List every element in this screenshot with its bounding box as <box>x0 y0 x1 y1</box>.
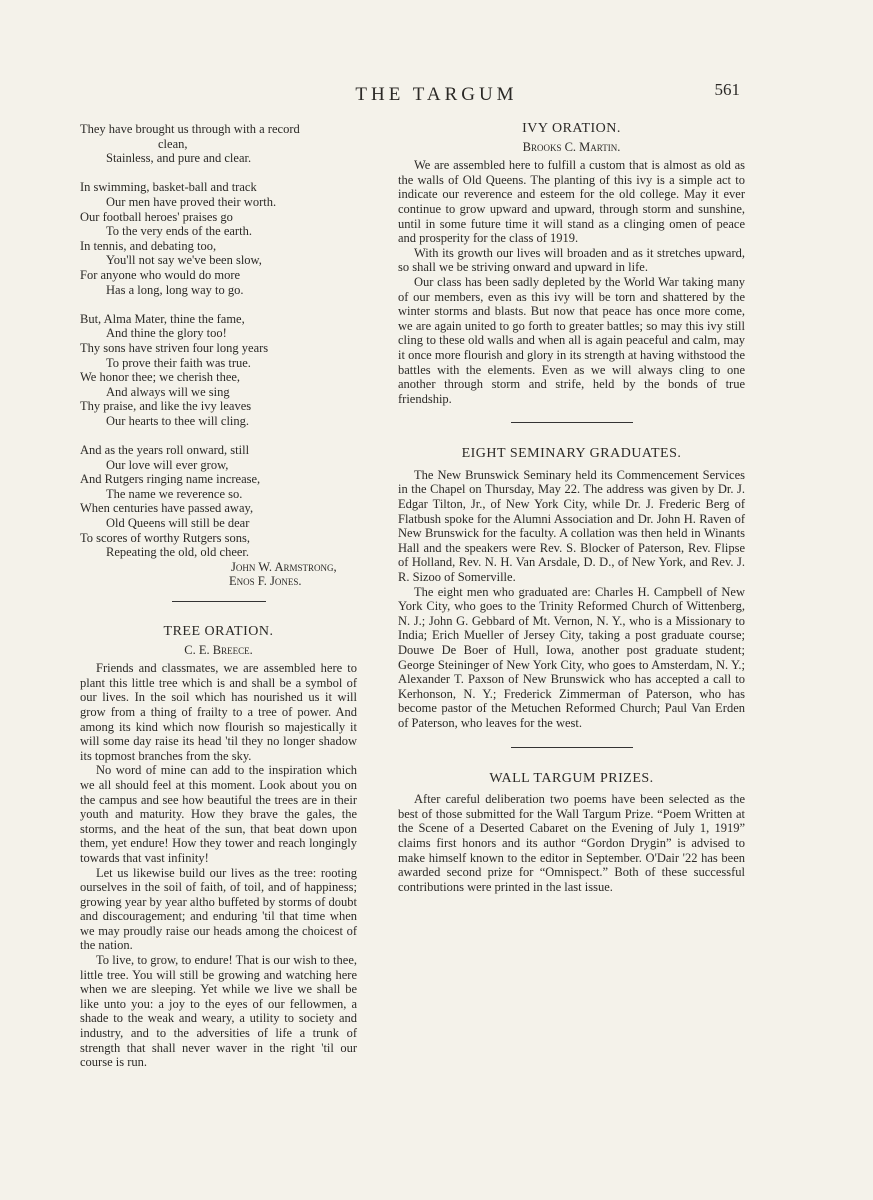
left-column <box>80 122 357 1070</box>
paragraph: Our class has been sadly depleted by the World War taking many of our members, even as this ivy will be torn and shattered by the winter storms and blasts. But now that peace has once more come, we are again united to go forth to greater battles; so may this ivy still cling to these old walls and when all is again peaceful and calm, may it once more flourish and glory in its strength at having withstood the battles with the elements. Even as we will always cling to one another through storm and strife, held by the bonds of true friendship. <box>398 274 745 406</box>
poem-line: Thy sons have striven four long years <box>80 340 269 355</box>
poem-line: Has a long, long way to go. <box>106 282 244 297</box>
poem-line: Our football heroes' praises go <box>80 209 233 224</box>
poem-line: For anyone who would do more <box>80 267 241 282</box>
poem-line: Repeating the old, old cheer. <box>106 545 250 560</box>
article-ivy-oration <box>398 122 745 406</box>
article-heading: EIGHT SEMINARY GRADUATES. <box>461 446 682 462</box>
poem-line: When centuries have passed away, <box>80 501 254 516</box>
poem-line: Thy praise, and like the ivy leaves <box>80 399 252 414</box>
poem-line: In swimming, basket-ball and track <box>80 180 257 195</box>
page-number: 561 <box>714 80 740 99</box>
poem-line: The name we reverence so. <box>106 486 243 501</box>
poem-line: Old Queens will still be dear <box>106 516 250 531</box>
article-wall-targum-prizes <box>398 772 745 895</box>
poem-stanza <box>80 443 357 560</box>
paragraph: The eight men who graduated are: Charles H. Campbell of New York City, who goes to the Trinity Reformed Church of Wittenberg, N. J.; John G. Gebbard of Mt. Vernon, N. Y., who is a Missionary to India; Erich Mueller of Jersey City, taking a post graduate course; Douwe De Boer of Hull, Iowa, another post graduate student; George Steininger of New York City, who goes to Amsterdam, N. Y.; Alexander T. Paxson of New Brunswick who has accepted a call to Kerhonson, N. Y.; Frederick Zimmerman of Paterson, who has become pastor of the Metuchen Reformed Church; Paul Van Erden of Paterson, who leaves for the west. <box>398 584 745 730</box>
paragraph: The New Brunswick Seminary held its Commencement Services in the Chapel on Thursday, May 22. The address was given by Dr. J. Edgar Tilton, Jr., of New York City, while Dr. J. Frederic Berg of Flatbush spoke for the Alumni Association and Dr. John H. Raven of New Brunswick for the faculty. A collation was then held in Winants Hall and the speakers were Rev. S. Blocker of Paterson, Rev. Flipse of Holland, Rev. N. H. Van Arsdale, D. D., of New York, and Rev. J. R. Sizoo of Somerville. <box>398 467 745 585</box>
poem-line: We honor thee; we cherish thee, <box>80 370 241 385</box>
section-divider <box>172 601 266 602</box>
poem-line: And Rutgers ringing name increase, <box>80 472 261 487</box>
poem-line: To scores of worthy Rutgers sons, <box>80 530 250 545</box>
article-author: C. E. Breece. <box>184 642 253 657</box>
paragraph: Let us likewise build our lives as the tree: rooting ourselves in the soil of faith, of toil, and of happiness; growing year by year altho buffeted by storms of doubt and discouragement; and enduring 'til that time when we may proudly raise our heads among the choicest of the nation. <box>80 865 357 953</box>
right-column <box>398 122 745 894</box>
poem-line: You'll not say we've been slow, <box>106 253 262 268</box>
poem-line: Our love will ever grow, <box>106 457 229 472</box>
article-heading: WALL TARGUM PRIZES. <box>489 770 654 786</box>
paragraph: To live, to grow, to endure! That is our wish to thee, little tree. You will still be growing and watching here when we are sleeping. Yet while we live we shall be like unto you: a joy to the eyes of our fellowmen, a shade to the weak and weary, a utility to society and industry, and to the adversities of life a trunk of strength that shall never waver in the right 'til our course is run. <box>80 953 357 1070</box>
section-divider <box>511 747 633 748</box>
article-heading: IVY ORATION. <box>522 121 621 136</box>
article-tree-oration <box>80 625 357 1070</box>
article-heading: TREE ORATION. <box>163 624 274 639</box>
paragraph: With its growth our lives will broaden and as it stretches upward, so shall we be striving onward and upward in life. <box>398 245 745 275</box>
poem-line: And always will we sing <box>106 384 230 399</box>
poem-line: Our men have proved their worth. <box>106 194 277 209</box>
poem-signature: John W. Armstrong, <box>231 559 337 574</box>
section-divider <box>511 422 633 423</box>
poem-line: To the very ends of the earth. <box>106 224 252 239</box>
poem-line: Stainless, and pure and clear. <box>106 151 252 166</box>
poem-stanza <box>80 122 357 166</box>
poem-line: And as the years roll onward, still <box>80 443 250 458</box>
paragraph: No word of mine can add to the inspiration which we all should feel at this moment. Look about you on the campus and see how beautiful the trees are in their youth and maturity. How they brave the gales, the storms, and the heat of the sun, that beat down upon them, yet endure! How they tower and reach longingly towards that vast infinity! <box>80 763 357 865</box>
poem-line: Our hearts to thee will cling. <box>106 413 250 428</box>
poem-line: To prove their faith was true. <box>106 355 251 370</box>
poem-line: But, Alma Mater, thine the fame, <box>80 311 245 326</box>
poem-stanza <box>80 180 357 297</box>
poem-line: And thine the glory too! <box>106 326 227 341</box>
poem-line: clean, <box>158 136 188 151</box>
poem <box>80 122 357 560</box>
page-title: THE TARGUM <box>355 84 518 105</box>
article-seminary-graduates <box>398 447 745 730</box>
poem-stanza <box>80 312 357 429</box>
paragraph: We are assembled here to fulfill a custom that is almost as old as the walls of Old Queens. The planting of this ivy is a simple act to indicate our reverence and esteem for the old college. May it ever continue to grow upward and upward, through storm and sunshine, until in some future time it will stand as a clinging omen of peace and prosperity for the class of 1919. <box>398 158 745 246</box>
poem-line: In tennis, and debating too, <box>80 238 217 253</box>
paragraph: Friends and classmates, we are assembled here to plant this little tree which is and shall be a symbol of our lives. In the soil which has nourished us it will grow from a thing of frailty to a tree of power. And among its kind which now flourish so majestically it will some day raise its head 'til they no longer shadow its topmost branches from the sky. <box>80 661 357 763</box>
article-author: Brooks C. Martin. <box>522 139 621 154</box>
paragraph: After careful deliberation two poems have been selected as the best of those submitted for the Wall Targum Prize. “Poem Written at the Scene of a Deserted Cabaret on the Evening of July 1, 1919” claims first honors and its author “Gordon Drygin” is advised to make himself known to the editor in September. O'Dair '22 has been awarded second prize for “Omnispect.” Both of these successful contributions were printed in the last issue. <box>398 792 745 894</box>
poem-line: They have brought us through with a record <box>80 122 300 136</box>
poem-signature: Enos F. Jones. <box>229 574 302 589</box>
